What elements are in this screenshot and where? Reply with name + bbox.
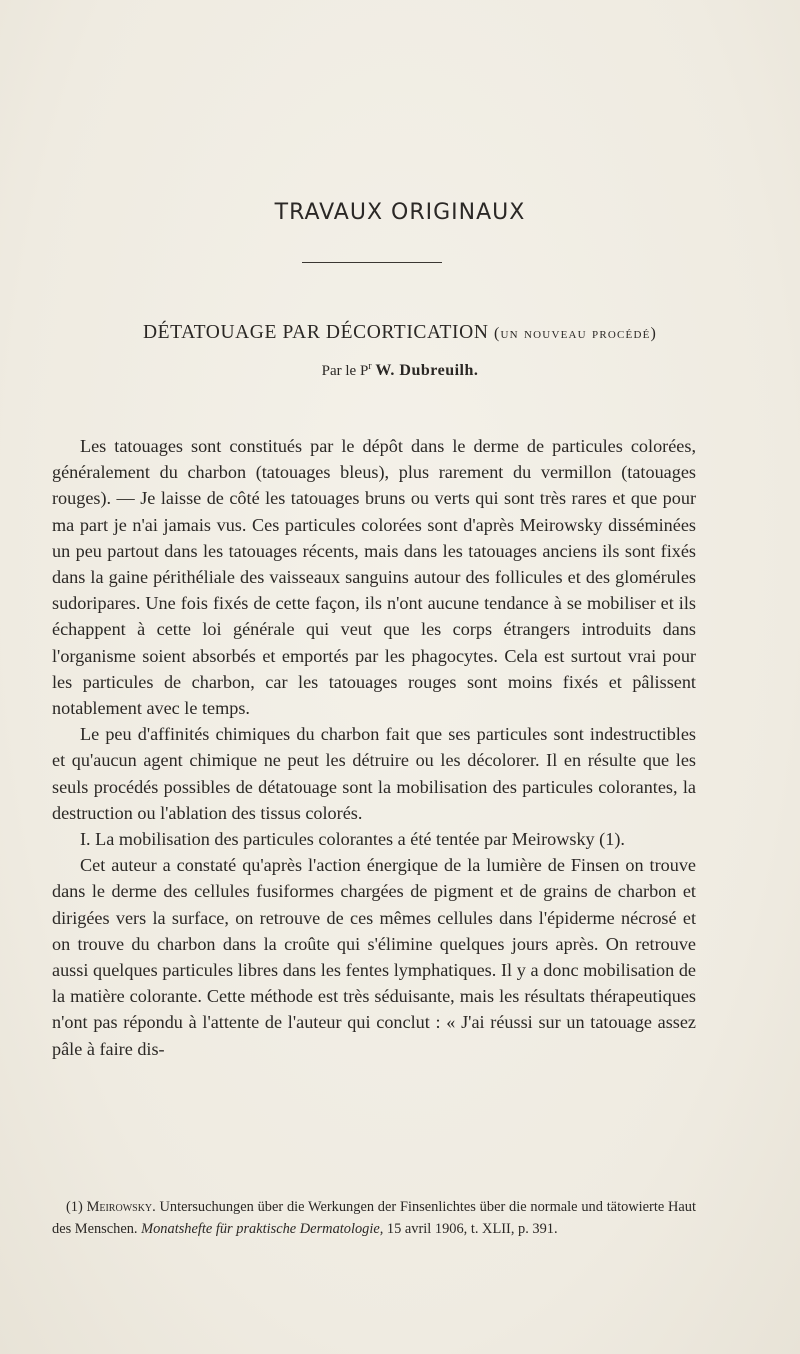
- author-line: [0, 361, 800, 380]
- article-title-main: DÉTATOUAGE PAR DÉCORTICATION: [142, 322, 489, 343]
- heading-rule: [302, 262, 442, 263]
- article-title-sub: (un nouveau procédé): [494, 325, 658, 342]
- author-prefix: Par le P: [321, 363, 369, 379]
- footnote: [52, 1197, 696, 1240]
- author-name: W. Dubreuilh.: [375, 362, 479, 379]
- footnotes: [52, 1197, 696, 1240]
- footnote-text: . Untersuchungen über die Werkungen der Finsenlichtes über die normale und tätowierte Haut des Menschen.: [52, 1199, 696, 1237]
- footnote-marker: (1): [66, 1199, 87, 1215]
- paragraph: Les tatouages sont constitués par le dépôt dans le derme de particules colorées, généralement du charbon (tatouages bleus), plus rarement du vermillon (tatouages rouges). — Je laisse de côté les tatouages bruns ou verts qui sont très rares et que pour ma part je n'ai jamais vus. Ces particules colorées sont d'après Meirowsky disséminées un peu partout dans les tatouages récents, mais dans les tatouages anciens ils sont fixés dans la gaine périthéliale des vaisseaux sanguins autour des follicules et des glomérules sudoripares. Une fois fixés de cette façon, ils n'ont aucune tendance à se mobiliser et ils échappent à cette loi générale qui veut que les corps étrangers introduits dans l'organisme soient absorbés et emportés par les phagocytes. Cela est surtout vrai pour les particules de charbon, car les tatouages rouges sont moins fixés et pâlissent notablement avec le temps.: [52, 436, 696, 719]
- author-title-superscript: r: [368, 361, 372, 372]
- footnote-author: Meirowsky: [86, 1199, 153, 1215]
- paragraph: Cet auteur a constaté qu'après l'action énergique de la lumière de Finsen on trouve dans le derme des cellules fusiformes chargées de pigment et de grains de charbon et dirigées vers la surface, on retrouve de ces mêmes cellules dans l'épiderme nécrosé et on trouve du charbon dans la croûte qui s'élimine quelques jours après. On retrouve aussi quelques particules libres dans les fentes lymphatiques. Il y a donc mobilisation de la matière colorante. Cette méthode est très séduisante, mais les résultats thérapeutiques n'ont pas répondu à l'attente de l'auteur qui conclut : « J'ai réussi sur un tatouage assez pâle à faire dis-: [52, 855, 696, 1059]
- article-body: [52, 433, 696, 1062]
- section-heading: TRAVAUX ORIGINAUX: [274, 200, 526, 225]
- footnote-journal: Monatshefte für praktische Dermatologie,: [141, 1220, 384, 1237]
- footnote-citation: 15 avril 1906, t. XLII, p. 391.: [383, 1220, 558, 1237]
- paragraph: Le peu d'affinités chimiques du charbon fait que ses particules sont indestructibles et qu'aucun agent chimique ne peut les détruire ou les décolorer. Il en résulte que les seuls procédés possibles de détatouage sont la mobilisation des particules colorantes, la destruction ou l'ablation des tissus colorés.: [52, 724, 696, 823]
- article-title: [0, 322, 800, 344]
- paragraph: I. La mobilisation des particules colorantes a été tentée par Meirowsky (1).: [80, 829, 625, 850]
